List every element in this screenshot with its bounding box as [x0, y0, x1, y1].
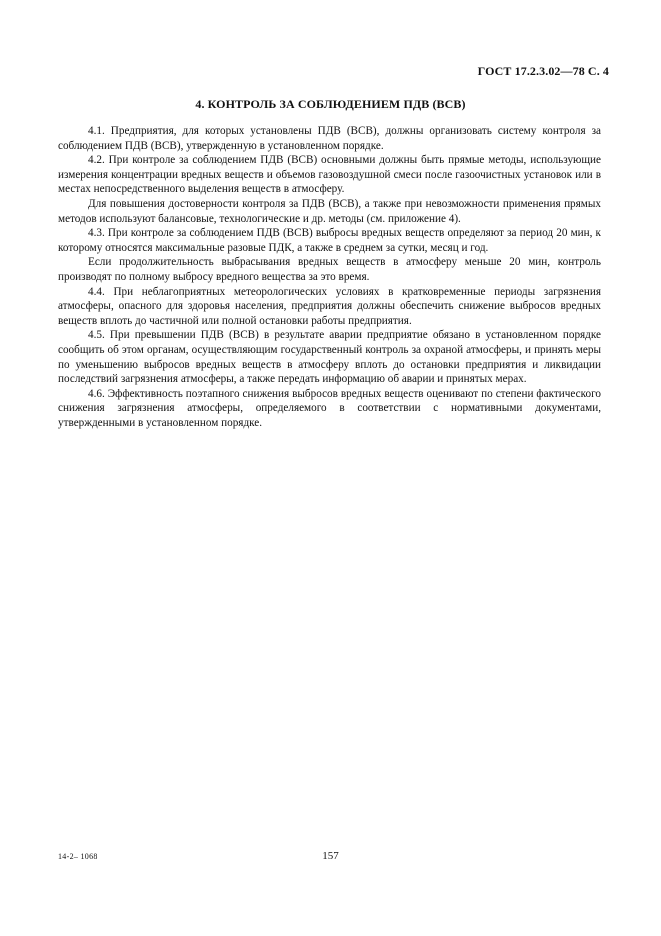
- paragraph-4-4: 4.4. При неблагоприятных метеорологических условиях в кратковременные периоды загрязнения атмосферы, опасного для здоровья населения, предприятия должны обеспечить снижение выбросов вредных веществ вплоть до частичной или полной остановки работы предприятия.: [58, 285, 601, 327]
- page-number: 157: [322, 850, 339, 862]
- footer-print-code: 14-2– 1068: [58, 852, 98, 861]
- paragraph-4-1: 4.1. Предприятия, для которых установлены ПДВ (ВСВ), должны организовать систему контроля за соблюдением ПДВ (ВСВ), утвержденную в установленном порядке.: [58, 125, 601, 152]
- paragraph-4-6: 4.6. Эффективность поэтапного снижения выбросов вредных веществ оценивают по степени фактического снижения загрязнения атмосферы, определяемого в соответствии с нормативными документами, утвержденными в установленном порядке.: [58, 387, 601, 429]
- paragraph-4-3-continued: Если продолжительность выбрасывания вредных веществ в атмосферу меньше 20 мин, контроль производят по полному выбросу вредного вещества за это время.: [58, 256, 601, 283]
- section-title: 4. КОНТРОЛЬ ЗА СОБЛЮДЕНИЕМ ПДВ (ВСВ): [195, 97, 466, 111]
- section-body: [58, 124, 601, 430]
- paragraph-4-2-continued: Для повышения достоверности контроля за ПДВ (ВСВ), а также при невозможности применения прямых методов используют балансовые, технологические и др. методы (см. приложение 4).: [58, 197, 601, 225]
- paragraph-4-2: 4.2. При контроле за соблюдением ПДВ (ВСВ) основными должны быть прямые методы, использующие измерения концентрации вредных веществ и объемов газовоздушной смеси после газоочистных установок или в местах непосредственного выделения веществ в атмосферу.: [58, 154, 601, 196]
- document-header-reference: ГОСТ 17.2.3.02—78 С. 4: [477, 64, 609, 78]
- paragraph-4-3: 4.3. При контроле за соблюдением ПДВ (ВСВ) выбросы вредных веществ определяют за период 20 мин, к которому относятся максимальные разовые ПДК, а также в среднем за сутки, месяц и год.: [58, 227, 601, 254]
- paragraph-4-5: 4.5. При превышении ПДВ (ВСВ) в результате аварии предприятие обязано в установленном порядке сообщить об этом органам, осуществляющим государственный контроль за охраной атмосферы, и принять меры по уменьшению выбросов вредных веществ в атмосферу вплоть до остановки предприятия и ликвидации последствий загрязнения атмосферы, а также передать информацию об аварии и принятых мерах.: [58, 329, 601, 386]
